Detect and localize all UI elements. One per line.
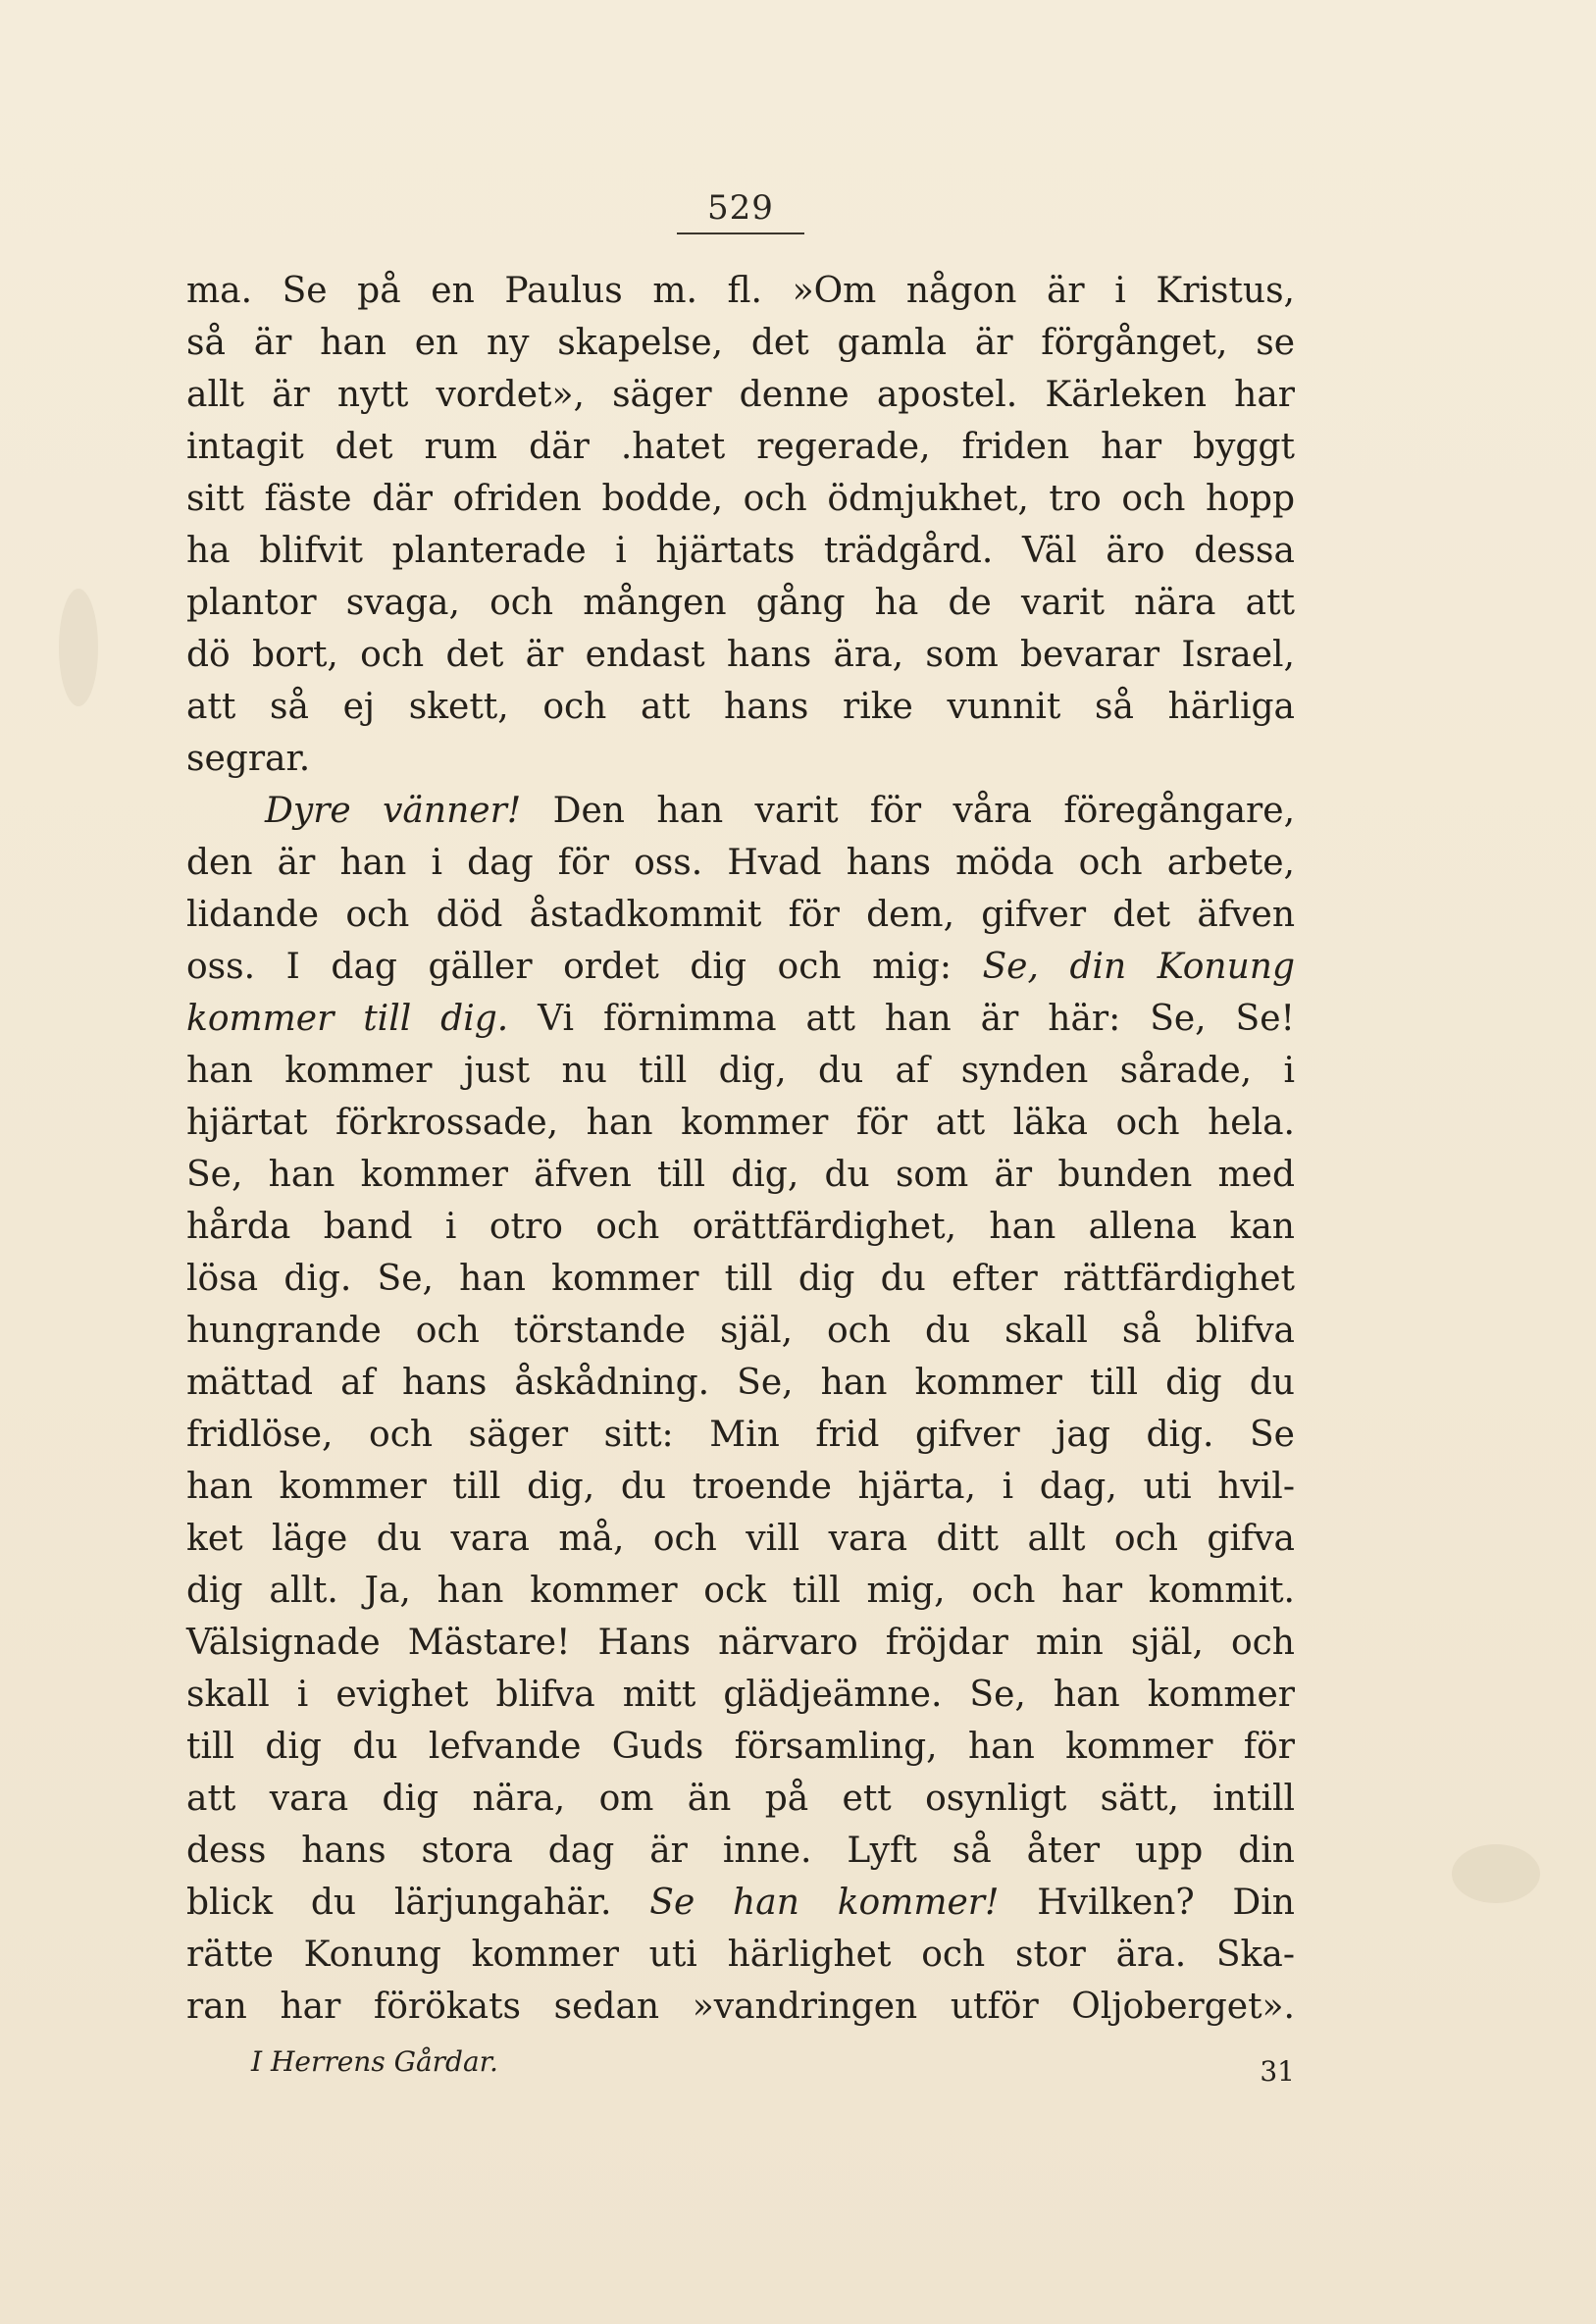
text-line [186,1461,1295,1513]
text-line [186,1617,1295,1669]
text-segment: hårda band i otro och orättfärdighet, han allena kan [186,1207,1295,1247]
text-line [186,1981,1295,2033]
italic-text: Dyre vänner! [265,791,522,831]
signature-mark: I Herrens Gårdar. [251,2045,498,2078]
text-line [186,1305,1295,1357]
text-line [186,993,1295,1045]
text-segment: Se, han kommer äfven till dig, du som är bunden med [186,1155,1295,1195]
page-footer [251,2034,1295,2092]
text-line [186,265,1295,317]
text-segment: så är han en ny skapelse, det gamla är förgånget, se [186,323,1295,363]
text-line [186,1929,1295,1981]
text-line [186,785,1295,837]
paper-stain [1452,1844,1540,1903]
sheet-number: 31 [1260,2055,1295,2088]
text-segment: intagit det rum där .hatet regerade, friden har byggt [186,427,1295,467]
text-line [186,1253,1295,1305]
text-line [186,629,1295,681]
text-segment: ran har förökats sedan »vandringen utför Oljoberget». [186,1987,1295,2027]
text-segment: dö bort, och det är endast hans ära, som bevarar Israel, [186,635,1295,675]
page-number: 529 [707,188,774,228]
text-segment: sitt fäste där ofriden bodde, och ödmjukhet, tro och hopp [186,479,1295,519]
text-segment: lösa dig. Se, han kommer till dig du efter rättfärdighet [186,1259,1295,1299]
text-segment: plantor svaga, och mången gång ha de varit nära att [186,583,1295,623]
text-segment: Välsignade Mästare! Hans närvaro fröjdar min själ, och [186,1623,1295,1663]
text-segment: blick du lärjungahär. [186,1883,650,1923]
italic-text: kommer till dig. [186,999,509,1039]
text-line [186,1825,1295,1877]
text-segment: dess hans stora dag är inne. Lyft så åter upp din [186,1831,1295,1871]
text-line [186,421,1295,473]
text-line [186,1097,1295,1149]
text-line [186,369,1295,421]
text-line [186,1565,1295,1617]
text-segment: hungrande och törstande själ, och du skall så blifva [186,1311,1295,1351]
text-line [186,941,1295,993]
text-line [186,681,1295,733]
text-segment: hjärtat förkrossade, han kommer för att läka och hela. [186,1103,1295,1143]
text-segment: skall i evighet blifva mitt glädjeämne. Se, han kommer [186,1675,1295,1715]
text-line [186,1513,1295,1565]
text-line [186,1409,1295,1461]
text-segment: ket läge du vara må, och vill vara ditt allt och gifva [186,1519,1295,1559]
text-segment: lidande och död åstadkommit för dem, gifver det äfven [186,895,1295,935]
text-segment: till dig du lefvande Guds församling, han kommer för [186,1727,1295,1767]
text-segment: ha blifvit planterade i hjärtats trädgård. Väl äro dessa [186,531,1295,571]
text-line [186,1669,1295,1721]
text-line [186,317,1295,369]
text-line [186,1201,1295,1253]
text-segment: mättad af hans åskådning. Se, han kommer till dig du [186,1363,1295,1403]
text-line [186,577,1295,629]
text-segment: Vi förnimma att han är här: Se, Se! [508,999,1295,1039]
text-segment: att vara dig nära, om än på ett osynligt sätt, intill [186,1779,1295,1819]
paper-stain [59,589,98,706]
page-number-rule [677,232,804,234]
text-line [186,1045,1295,1097]
text-segment: fridlöse, och säger sitt: Min frid gifver jag dig. Se [186,1415,1295,1455]
text-segment: rätte Konung kommer uti härlighet och stor ära. Ska- [186,1935,1295,1975]
text-segment: Den han varit för våra föregångare, [521,791,1296,831]
italic-text: Se, din Konung [982,947,1295,987]
text-line [186,733,1295,785]
text-line [186,1357,1295,1409]
text-segment: oss. I dag gäller ordet dig och mig: [186,947,983,987]
text-segment: han kommer just nu till dig, du af synden sårade, i [186,1051,1295,1091]
text-line [186,1877,1295,1929]
text-segment: segrar. [186,739,311,779]
text-segment: allt är nytt vordet», säger denne apostel. Kärleken har [186,375,1295,415]
italic-text: Se han kommer! [649,1883,1000,1923]
text-segment: dig allt. Ja, han kommer ock till mig, och har kommit. [186,1571,1295,1611]
text-line [186,889,1295,941]
text-line [186,1149,1295,1201]
text-segment: ma. Se på en Paulus m. fl. »Om någon är i Kristus, [186,271,1295,311]
text-segment: att så ej skett, och att hans rike vunnit så härliga [186,687,1295,727]
text-line [186,1773,1295,1825]
text-line [186,525,1295,577]
text-line [186,837,1295,889]
body-text [186,265,1295,2033]
text-segment: han kommer till dig, du troende hjärta, i dag, uti hvil- [186,1467,1295,1507]
text-segment: Hvilken? Din [999,1883,1295,1923]
text-line [186,473,1295,525]
text-segment: den är han i dag för oss. Hvad hans möda och arbete, [186,843,1295,883]
text-line [186,1721,1295,1773]
